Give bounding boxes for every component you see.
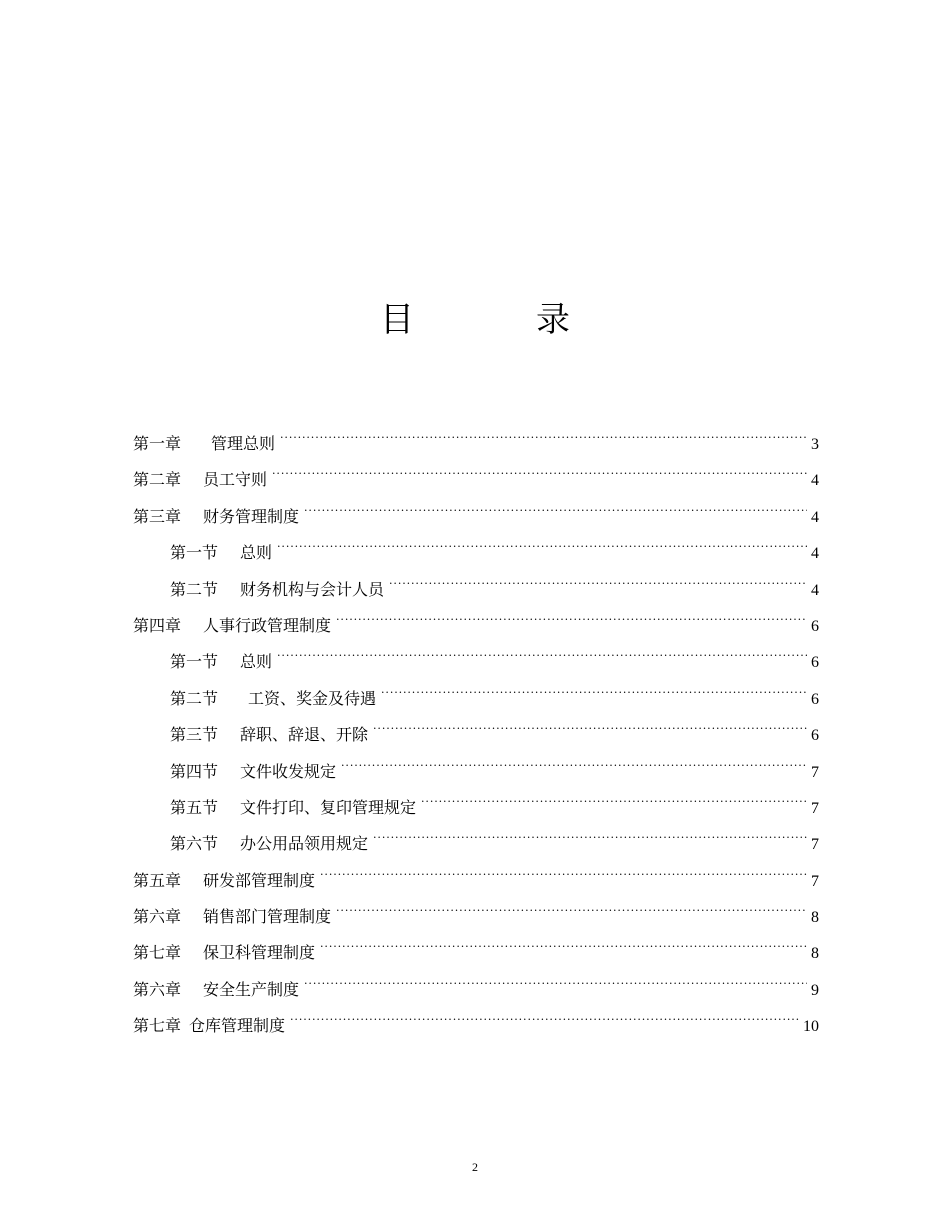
- toc-entry-label: [133, 972, 299, 1008]
- toc-entry-label: [170, 717, 368, 753]
- toc-dot-leader: [280, 433, 807, 449]
- toc-entry-page: 10: [803, 1018, 819, 1036]
- toc-entry-chapter: 第四节: [170, 761, 219, 781]
- toc-entry[interactable]: [133, 681, 819, 717]
- toc-entry[interactable]: [133, 972, 819, 1008]
- toc-entry-page: 6: [811, 727, 819, 745]
- toc-dot-leader: [381, 688, 807, 704]
- toc-entry-name: 仓库管理制度: [189, 1016, 286, 1036]
- toc-entry-label: [170, 681, 376, 717]
- toc-entry-name: 研发部管理制度: [203, 870, 316, 890]
- toc-entry-label: [133, 462, 267, 498]
- toc-entry-name: 文件收发规定: [240, 761, 337, 781]
- toc-dot-leader: [272, 469, 807, 485]
- toc-entry-label: [170, 826, 368, 862]
- toc-entry[interactable]: [133, 790, 819, 826]
- toc-entry[interactable]: [133, 462, 819, 498]
- toc-entry-page: 3: [811, 436, 819, 453]
- toc-entry-page: 7: [811, 763, 819, 781]
- toc-entry[interactable]: [133, 935, 819, 971]
- toc-entry-name: 财务机构与会计人员: [240, 579, 385, 599]
- toc-entry-chapter: 第二节: [170, 579, 219, 599]
- toc-entry-name: 销售部门管理制度: [203, 907, 332, 927]
- toc-entry-label: [133, 499, 299, 535]
- toc-entry-label: [133, 608, 331, 644]
- toc-entry-chapter: 第六章: [133, 907, 182, 927]
- toc-entry-chapter: 第一节: [170, 652, 219, 672]
- toc-dot-leader: [373, 724, 807, 740]
- toc-entry-label: [170, 790, 416, 826]
- toc-dot-leader: [336, 906, 807, 922]
- toc-entry[interactable]: [133, 499, 819, 535]
- toc-dot-leader: [277, 542, 807, 558]
- toc-entry[interactable]: [133, 644, 819, 680]
- toc-entry[interactable]: [133, 717, 819, 753]
- toc-entry[interactable]: [133, 572, 819, 608]
- toc-entry-name: 人事行政管理制度: [203, 615, 332, 635]
- toc-entry-name: 总则: [240, 543, 273, 563]
- toc-dot-leader: [421, 797, 807, 813]
- toc-entry-page: 6: [811, 690, 819, 708]
- toc-entry[interactable]: [133, 863, 819, 899]
- toc-entry[interactable]: [133, 426, 819, 462]
- toc-entry-chapter: 第五节: [170, 797, 219, 817]
- toc-entry-page: 9: [811, 981, 819, 999]
- toc-entry-page: 4: [811, 581, 819, 599]
- toc-entry-label: [133, 1008, 285, 1044]
- toc-entry[interactable]: [133, 826, 819, 862]
- toc-entry-label: [133, 426, 275, 462]
- toc-entry[interactable]: [133, 899, 819, 935]
- toc-entry-chapter: 第二节: [170, 688, 219, 708]
- toc-dot-leader: [320, 942, 807, 958]
- toc-entry-label: [133, 899, 331, 935]
- toc-entry-chapter: 第五章: [133, 870, 182, 890]
- toc-entry[interactable]: [133, 608, 819, 644]
- toc-dot-leader: [341, 761, 807, 777]
- toc-entry-name: 辞职、辞退、开除: [240, 725, 369, 745]
- toc-entry-name: 财务管理制度: [203, 506, 300, 526]
- toc-entry-chapter: 第一章: [133, 434, 182, 453]
- table-of-contents: [133, 426, 819, 1045]
- toc-entry-name: 保卫科管理制度: [203, 943, 316, 963]
- toc-entry-chapter: 第六章: [133, 979, 182, 999]
- toc-entry-name: 安全生产制度: [203, 979, 300, 999]
- toc-entry-label: [133, 863, 315, 899]
- toc-entry-page: 7: [811, 836, 819, 854]
- toc-entry-chapter: 第四章: [133, 615, 182, 635]
- toc-title: 目 录: [380, 300, 614, 340]
- toc-entry-chapter: 第二章: [133, 470, 182, 490]
- toc-entry[interactable]: [133, 535, 819, 571]
- toc-dot-leader: [320, 870, 807, 886]
- toc-entry-page: 4: [811, 472, 819, 490]
- toc-dot-leader: [304, 506, 807, 522]
- toc-dot-leader: [336, 615, 807, 631]
- toc-entry-chapter: 第三节: [170, 725, 219, 745]
- toc-entry-page: 6: [811, 654, 819, 672]
- toc-entry-label: [170, 572, 384, 608]
- toc-entry-name: 管理总则: [211, 434, 276, 453]
- toc-entry-chapter: 第一节: [170, 543, 219, 563]
- toc-entry-name: 办公用品领用规定: [240, 834, 369, 854]
- toc-entry-page: 7: [811, 799, 819, 817]
- toc-entry-page: 7: [811, 872, 819, 890]
- toc-dot-leader: [290, 1015, 799, 1031]
- toc-entry-page: 8: [811, 945, 819, 963]
- toc-entry-name: 工资、奖金及待遇: [248, 688, 377, 708]
- toc-entry-name: 员工守则: [203, 470, 268, 490]
- toc-entry-name: 总则: [240, 652, 273, 672]
- toc-dot-leader: [304, 979, 807, 995]
- toc-entry-label: [170, 754, 336, 790]
- toc-entry-chapter: 第三章: [133, 506, 182, 526]
- toc-entry-page: 4: [811, 508, 819, 526]
- toc-entry-chapter: 第七章: [133, 1016, 182, 1036]
- toc-entry[interactable]: [133, 1008, 819, 1044]
- toc-entry-page: 6: [811, 617, 819, 635]
- toc-entry-label: [133, 935, 315, 971]
- toc-entry-page: 8: [811, 909, 819, 927]
- toc-entry-chapter: 第六节: [170, 834, 219, 854]
- toc-entry[interactable]: [133, 754, 819, 790]
- page-number: 2: [472, 1160, 478, 1174]
- toc-entry-label: [170, 644, 272, 680]
- toc-dot-leader: [277, 651, 807, 667]
- toc-entry-name: 文件打印、复印管理规定: [240, 797, 417, 817]
- toc-dot-leader: [389, 579, 807, 595]
- toc-dot-leader: [373, 833, 807, 849]
- toc-entry-label: [170, 535, 272, 571]
- toc-entry-chapter: 第七章: [133, 943, 182, 963]
- toc-entry-page: 4: [811, 545, 819, 563]
